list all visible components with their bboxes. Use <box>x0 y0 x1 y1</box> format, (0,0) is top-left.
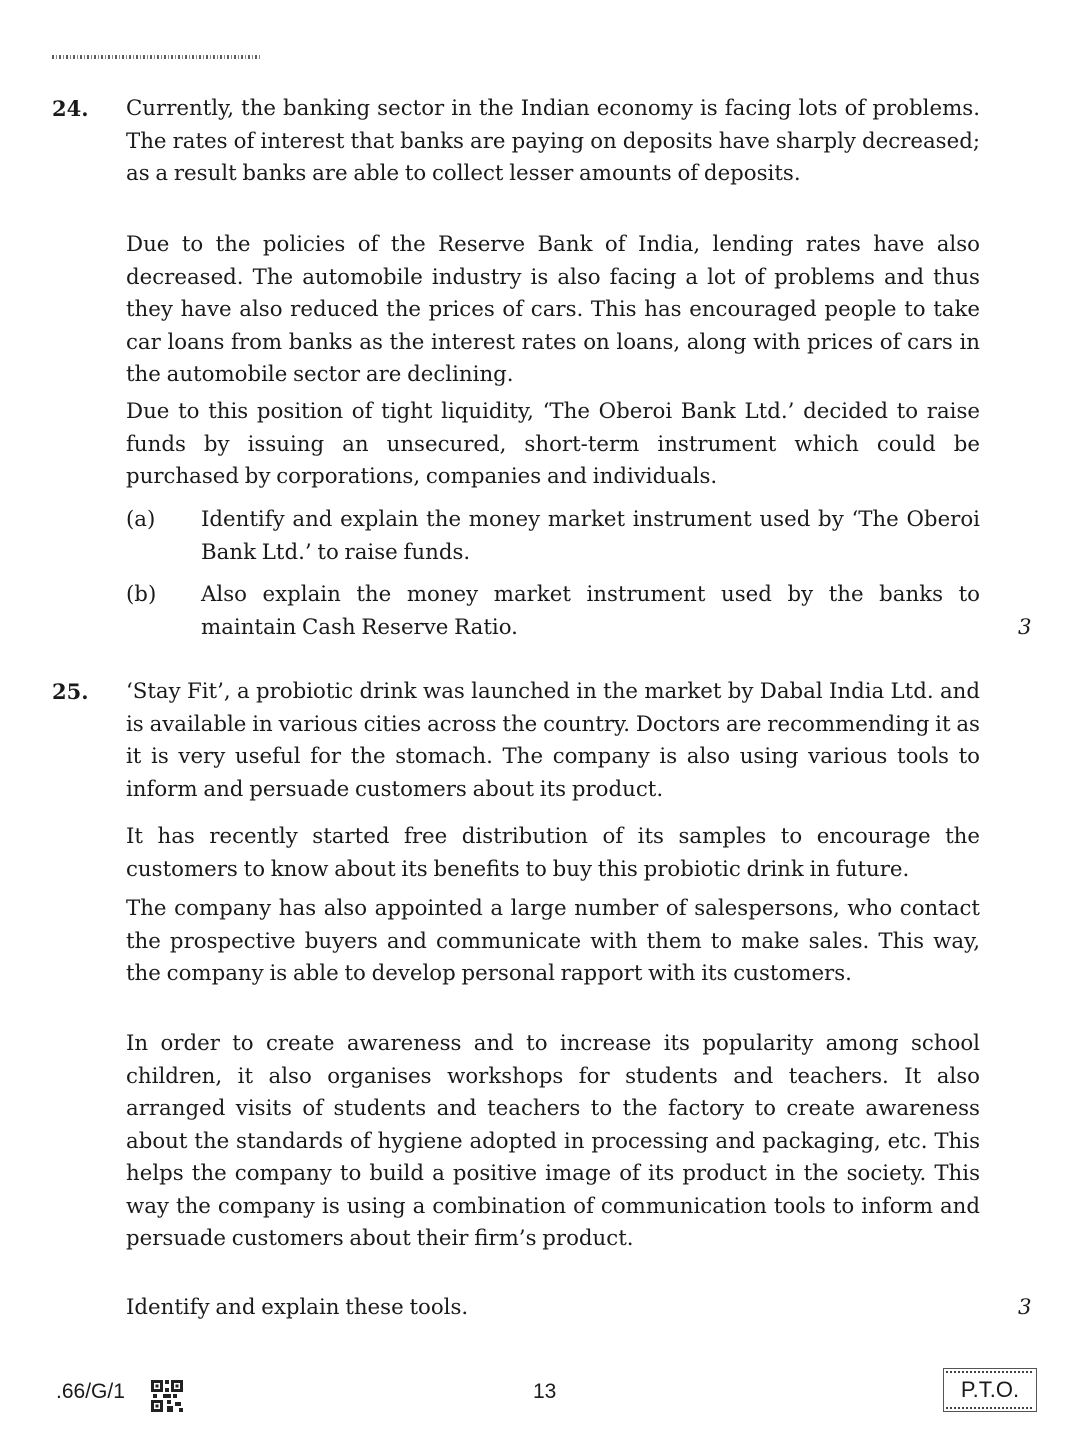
question-body <box>126 1028 980 1256</box>
pto-bottom-barcode <box>946 1407 1034 1409</box>
pto-label: P.T.O. <box>960 1377 1020 1402</box>
question-body <box>126 893 980 991</box>
question-body <box>126 1292 980 1325</box>
sub-question-label: (a) <box>126 507 156 532</box>
paragraph: In order to create awareness and to increase its popularity among school children, it also organises workshops for students and teachers. It also arranged visits of students and teachers to the factory to create awareness about the standards of hygiene adopted in processing and packaging, etc. This helps the company to build a positive image of its product in the society. This way the company is using a combination of communication tools to inform and persuade customers about their firm’s product. <box>126 1031 980 1251</box>
paragraph: Due to this position of tight liquidity, ‘The Oberoi Bank Ltd.’ decided to raise funds by issuing an unsecured, short-term instrument which could be purchased by corporations, companies and individuals. <box>126 399 980 489</box>
question-body <box>126 676 980 806</box>
qr-code-icon <box>151 1380 183 1412</box>
paragraph: Identify and explain these tools. <box>126 1295 469 1320</box>
top-barcode-strip <box>52 55 262 59</box>
paper-code: .66/G/1 <box>56 1380 125 1403</box>
marks-label: 3 <box>1018 1295 1032 1320</box>
question-number: 25. <box>52 679 89 704</box>
pto-box <box>943 1368 1037 1412</box>
question-body <box>126 396 980 494</box>
paragraph: ‘Stay Fit’, a probiotic drink was launched in the market by Dabal India Ltd. and is available in various cities across the country. Doctors are recommending it as it is very useful for the stomach. The company is also using various tools to inform and persuade customers about its product. <box>126 679 980 802</box>
paragraph: It has recently started free distribution of its samples to encourage the customers to know about its benefits to buy this probiotic drink in future. <box>126 824 980 882</box>
question-number: 24. <box>52 96 89 121</box>
sub-question-text: Identify and explain the money market instrument used by ‘The Oberoi Bank Ltd.’ to raise funds. <box>201 507 980 565</box>
question-body <box>126 821 980 886</box>
paragraph: Due to the policies of the Reserve Bank of India, lending rates have also decreased. The automobile industry is also facing a lot of problems and thus they have also reduced the prices of cars. This has encouraged people to take car loans from banks as the interest rates on loans, along with prices of cars in the automobile sector are declining. <box>126 232 980 387</box>
paragraph: The company has also appointed a large number of salespersons, who contact the prospective buyers and communicate with them to make sales. This way, the company is able to develop personal rapport with its customers. <box>126 896 980 986</box>
marks-label: 3 <box>1018 615 1032 640</box>
question-body <box>126 93 980 191</box>
page-number: 13 <box>533 1380 557 1403</box>
sub-question-label: (b) <box>126 582 157 607</box>
paragraph: Currently, the banking sector in the Indian economy is facing lots of problems. The rates of interest that banks are paying on deposits have sharply decreased; as a result banks are able to collect lesser amounts of deposits. <box>126 96 980 186</box>
pto-top-barcode <box>946 1371 1034 1373</box>
question-body <box>126 229 980 392</box>
sub-question-text: Also explain the money market instrument used by the banks to maintain Cash Reserve Ratio. <box>201 582 980 640</box>
